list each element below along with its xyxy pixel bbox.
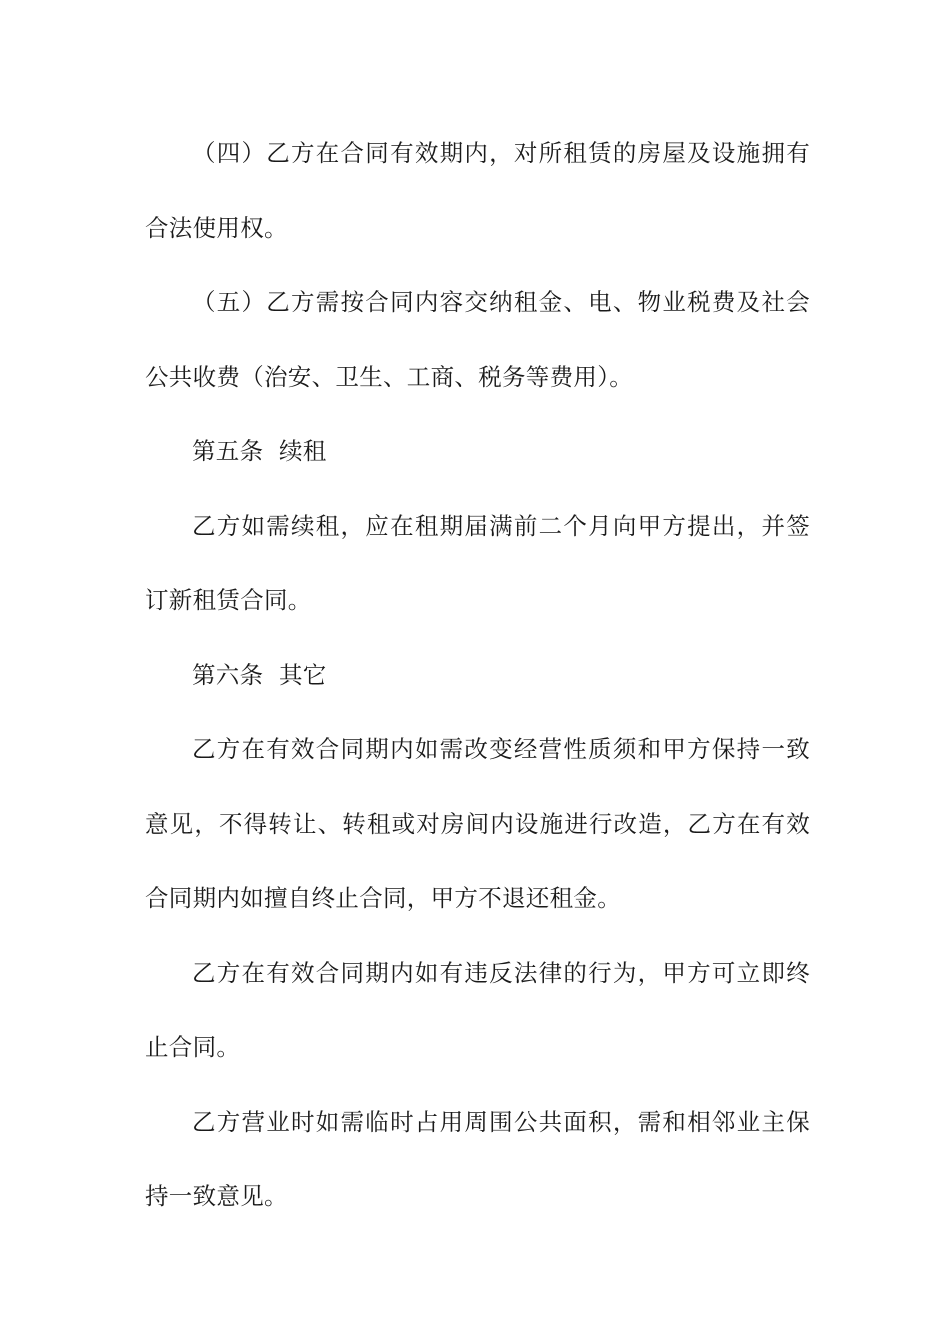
document-body [145, 116, 810, 1234]
article-6-heading: 第六条 其它 [192, 660, 327, 689]
public-area-paragraph: 乙方营业时如需临时占用周围公共面积，需和相邻业主保持一致意见。 [145, 1107, 810, 1210]
clause-4-paragraph: （四）乙方在合同有效期内，对所租赁的房屋及设施拥有合法使用权。 [145, 139, 810, 242]
article-5-heading: 第五条 续租 [192, 437, 327, 465]
renewal-paragraph: 乙方如需续租，应在租期届满前二个月向甲方提出，并签订新租赁合同。 [145, 511, 810, 614]
legal-violation-paragraph: 乙方在有效合同期内如有违反法律的行为，甲方可立即终止合同。 [145, 958, 810, 1061]
clause-5-paragraph: （五）乙方需按合同内容交纳租金、电、物业税费及社会公共收费（治安、卫生、工商、税务等费用）。 [145, 288, 810, 391]
business-change-paragraph: 乙方在有效合同期内如需改变经营性质须和甲方保持一致意见，不得转让、转租或对房间内设施进行改造，乙方在有效合同期内如擅自终止合同，甲方不退还租金。 [145, 735, 810, 912]
